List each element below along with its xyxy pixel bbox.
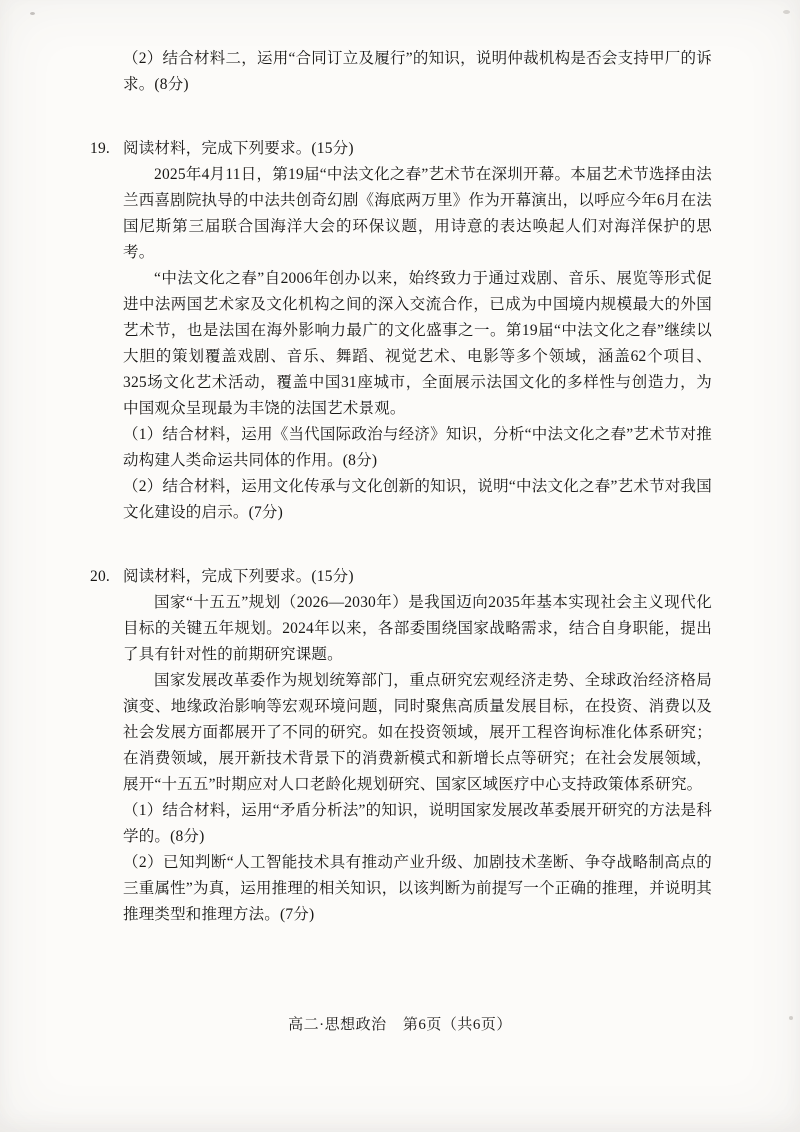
question-19-stem: 阅读材料，完成下列要求。(15分) (123, 140, 354, 157)
question-19 (90, 136, 712, 526)
question-19-material-paragraph: 2025年4月11日，第19届“中法文化之春”艺术节在深圳开幕。本届艺术节选择由法兰西喜剧院执导的中法共创奇幻剧《海底两万里》作为开幕演出，以呼应今年6月在法国尼斯第三届联合国海洋大会的环保议题，用诗意的表达唤起人们对海洋保护的思考。 (123, 166, 712, 261)
footer-page-number: 第6页（共6页） (402, 1017, 512, 1033)
question-20-stem: 阅读材料，完成下列要求。(15分) (123, 568, 354, 585)
page-footer (0, 1013, 800, 1034)
question-20-number: 20. (90, 568, 110, 585)
scan-artifact (30, 12, 35, 15)
question-19-number: 19. (90, 140, 110, 157)
question-20-head (90, 564, 712, 590)
question-20-material-paragraph: 国家发展改革委作为规划统筹部门，重点研究宏观经济走势、全球政治经济格局演变、地缘政治影响等宏观环境问题，同时聚焦高质量发展目标，在投资、消费以及社会发展方面都展开了不同的研究。如在投资领域，展开工程咨询标准化体系研究；在消费领域，展开新技术背景下的消费新模式和新增长点等研究；在社会发展领域，展开“十五五”时期应对人口老龄化规划研究、国家区域医疗中心支持政策体系研究。 (123, 672, 712, 793)
question-20 (90, 564, 712, 928)
question-19-subquestion-2: （2）结合材料，运用文化传承与文化创新的知识，说明“中法文化之春”艺术节对我国文化建设的启示。(7分) (123, 478, 712, 521)
question-19-material-paragraph: “中法文化之春”自2006年创办以来，始终致力于通过戏剧、音乐、展览等形式促进中法两国艺术家及文化机构之间的深入交流合作，已成为中国境内规模最大的外国艺术节，也是法国在海外影响力最广的文化盛事之一。第19届“中法文化之春”继续以大胆的策划覆盖戏剧、音乐、舞蹈、视觉艺术、电影等多个领域，涵盖62个项目、325场文化艺术活动，覆盖中国31座城市，全面展示法国文化的多样性与创造力，为中国观众呈现最为丰饶的法国艺术景观。 (123, 270, 712, 417)
question-18-subquestion-2: （2）结合材料二，运用“合同订立及履行”的知识，说明仲裁机构是否会支持甲厂的诉求。(8分) (123, 50, 712, 93)
scan-artifact (783, 10, 790, 14)
footer-course-label: 高二·思想政治 (288, 1017, 387, 1033)
question-20-subquestion-2: （2）已知判断“人工智能技术具有推动产业升级、加剧技术垄断、争夺战略制高点的三重属性”为真，运用推理的相关知识，以该判断为前提写一个正确的推理，并说明其推理类型和推理方法。(7分) (123, 854, 712, 923)
question-20-subquestion-1: （1）结合材料，运用“矛盾分析法”的知识，说明国家发展改革委展开研究的方法是科学的。(8分) (123, 802, 712, 845)
question-20-material-paragraph: 国家“十五五”规划（2026—2030年）是我国迈向2035年基本实现社会主义现代化目标的关键五年规划。2024年以来，各部委围绕国家战略需求，结合自身职能，提出了具有针对性的前期研究课题。 (123, 594, 712, 663)
question-19-head (90, 136, 712, 162)
question-19-subquestion-1: （1）结合材料，运用《当代国际政治与经济》知识，分析“中法文化之春”艺术节对推动构建人类命运共同体的作用。(8分) (123, 426, 712, 469)
exam-content (90, 46, 712, 928)
